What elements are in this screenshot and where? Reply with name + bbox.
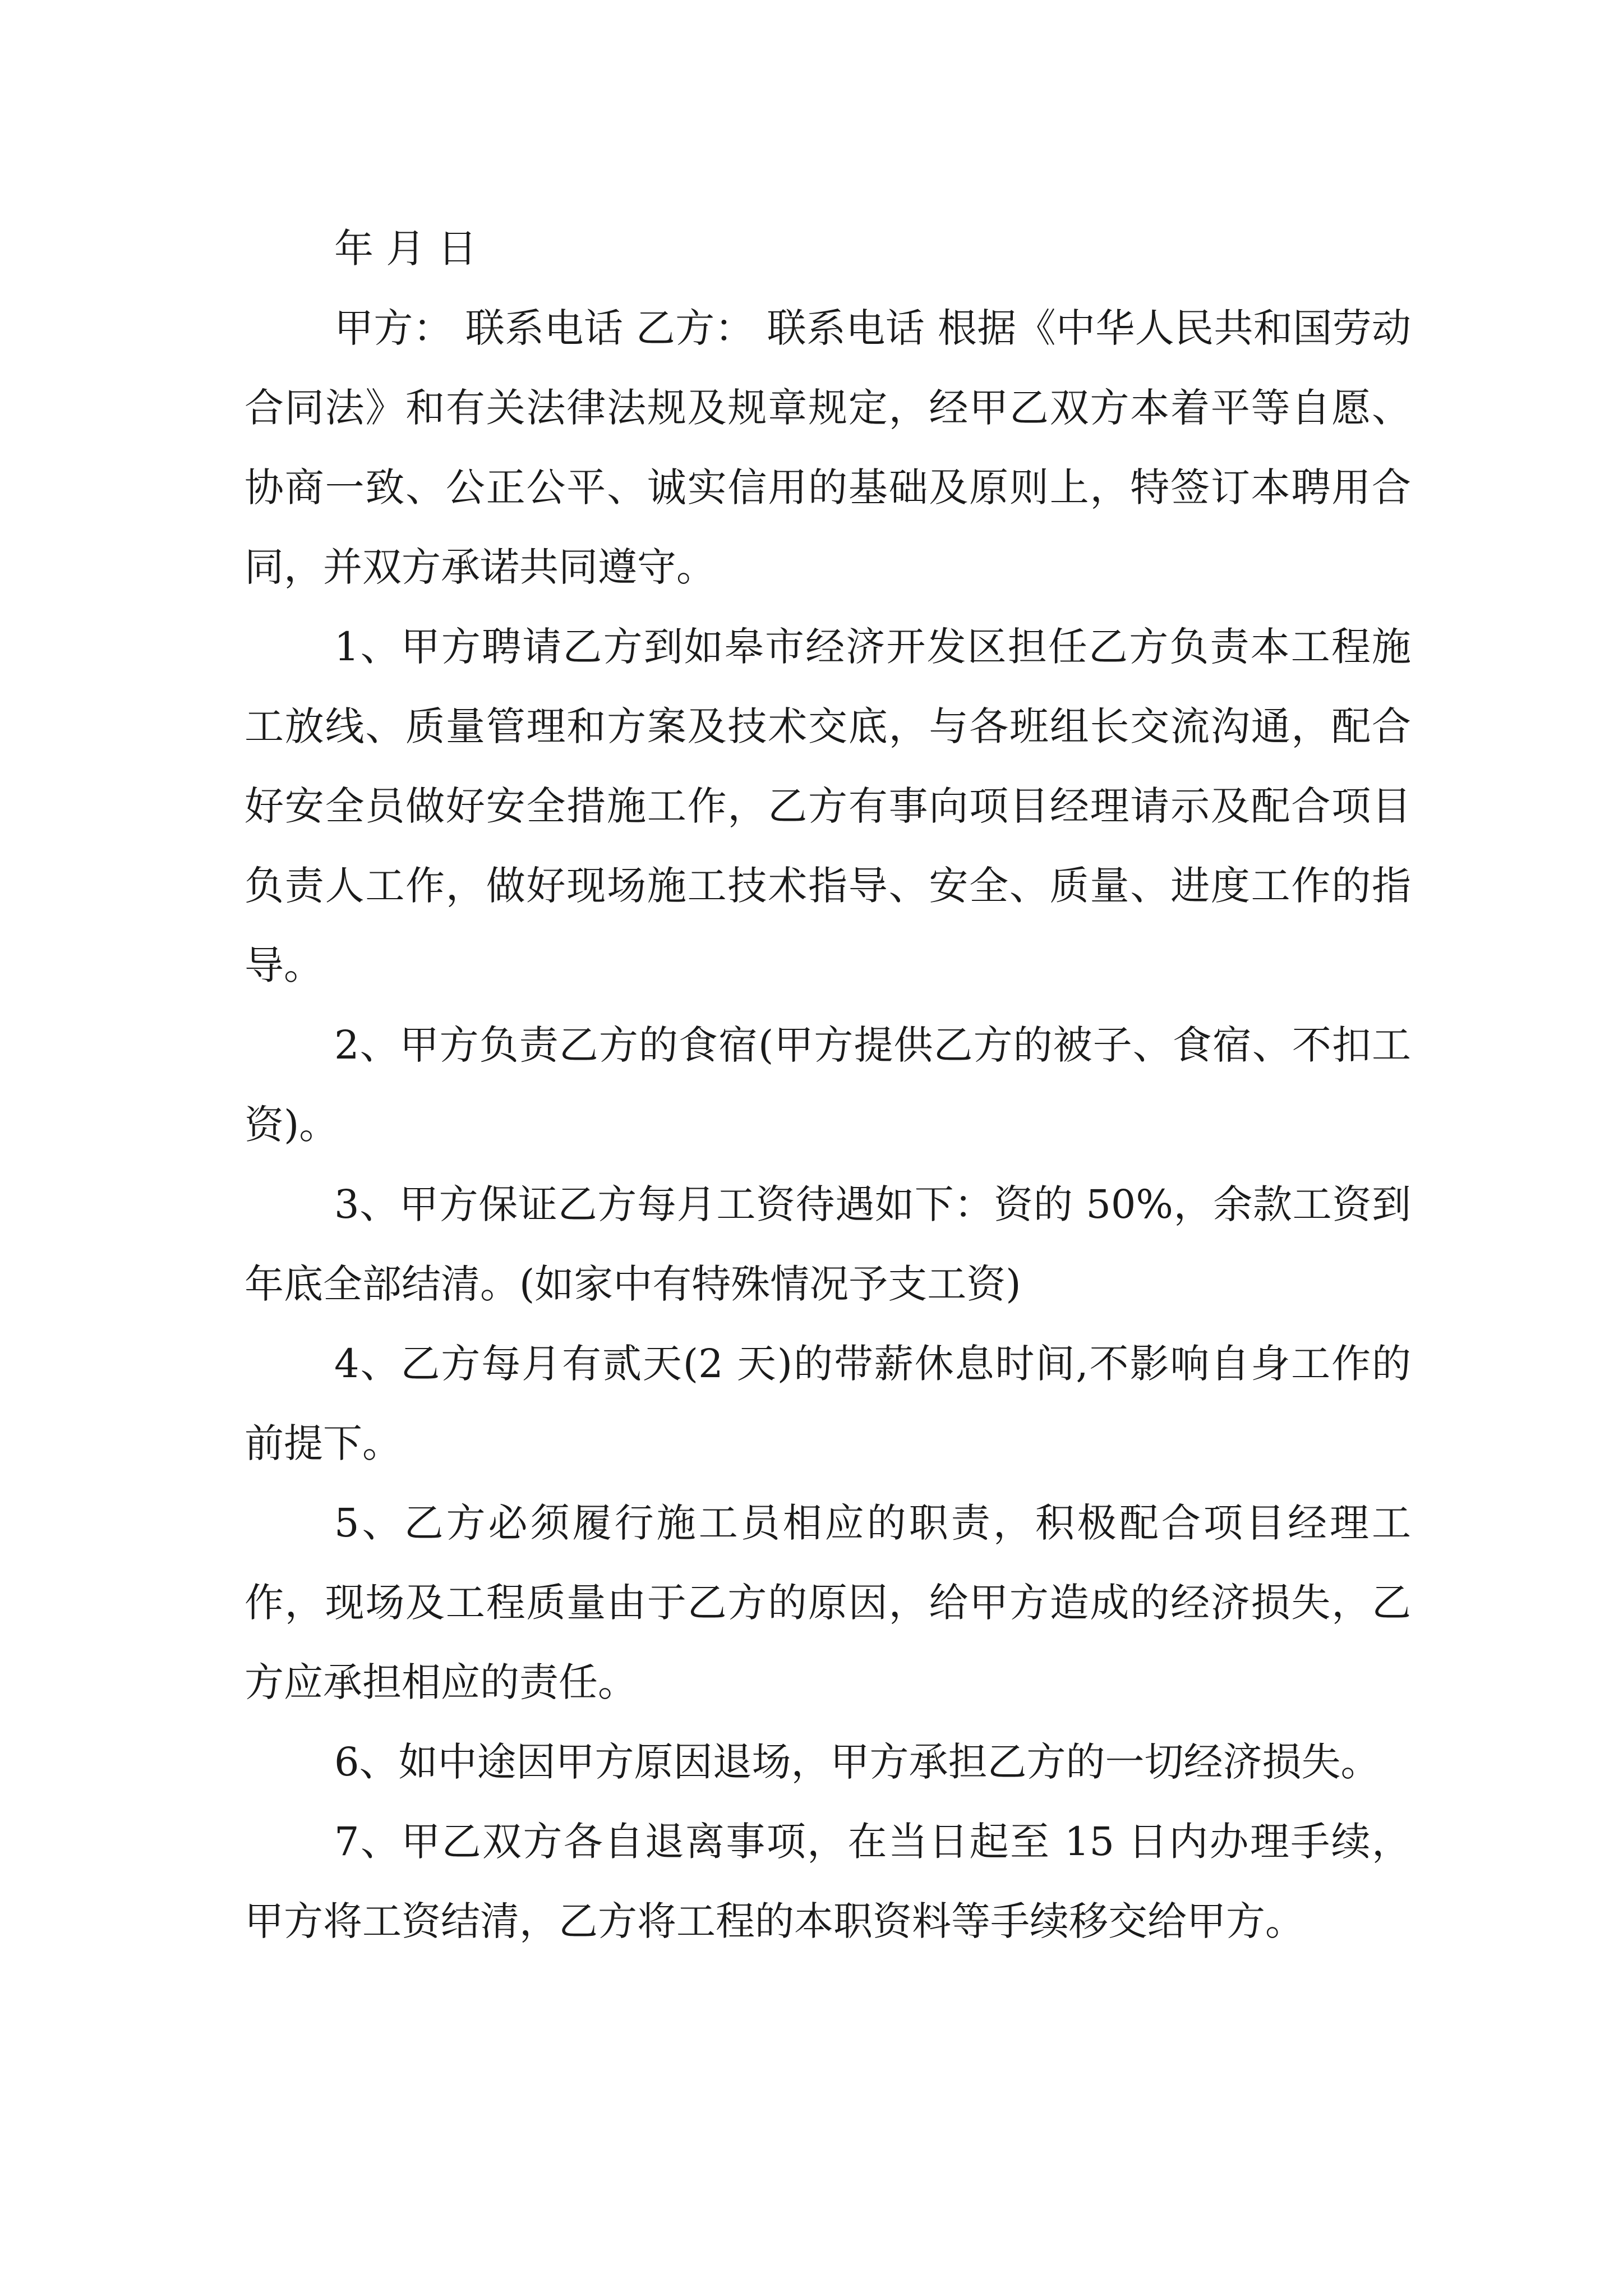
contract-preamble: 甲方： 联系电话 乙方： 联系电话 根据《中华人民共和国劳动合同法》和有关法律法规及规章规定，经甲乙双方本着平等自愿、协商一致、公正公平、诚实信用的基础及原则上，特签订本聘用合同，并双方承诺共同遵守。: [245, 305, 1411, 590]
clause-6: 6、如中途因甲方原因退场，甲方承担乙方的一切经济损失。: [334, 1739, 1380, 1785]
clause-1: 1、甲方聘请乙方到如皋市经济开发区担任乙方负责本工程施工放线、质量管理和方案及技术交底，与各班组长交流沟通，配合好安全员做好安全措施工作，乙方有事向项目经理请示及配合项目负责人工作，做好现场施工技术指导、安全、质量、进度工作的指导。: [245, 624, 1411, 988]
date-line: 年 月 日: [334, 226, 477, 272]
clause-4: 4、乙方每月有贰天(2 天)的带薪休息时间,不影响自身工作的前提下。: [245, 1341, 1411, 1466]
document-body: [245, 209, 1411, 1961]
clause-5: 5、乙方必须履行施工员相应的职责，积极配合项目经理工作，现场及工程质量由于乙方的原因，给甲方造成的经济损失，乙方应承担相应的责任。: [245, 1500, 1411, 1705]
clause-3: 3、甲方保证乙方每月工资待遇如下：资的 50%，余款工资到年底全部结清。(如家中有特殊情况予支工资): [245, 1181, 1411, 1307]
clause-2: 2、甲方负责乙方的食宿(甲方提供乙方的被子、食宿、不扣工资)。: [245, 1022, 1411, 1148]
clause-7: 7、甲乙双方各自退离事项，在当日起至 15 日内办理手续，甲方将工资结清，乙方将工程的本职资料等手续移交给甲方。: [245, 1819, 1411, 1944]
